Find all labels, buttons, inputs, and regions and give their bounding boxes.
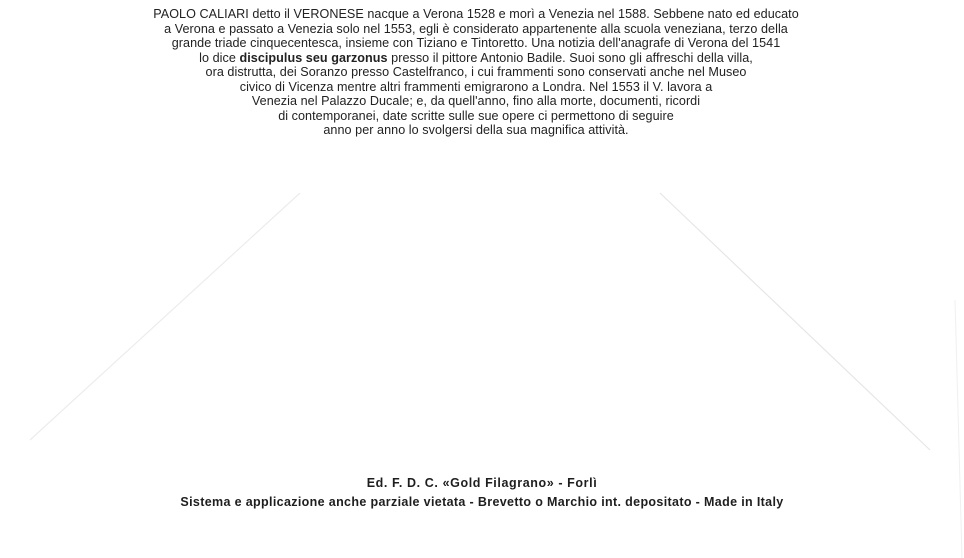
bio-latin-phrase: discipulus seu garzonus xyxy=(239,50,388,65)
bio-line-7: Venezia nel Palazzo Ducale; e, da quell'anno, fino alla morte, documenti, ricordi xyxy=(251,94,701,108)
bio-line-1 xyxy=(100,7,852,22)
bio-line-3: grande triade cinquecentesca, insieme con Tiziano e Tintoretto. Una notizia dell'anagrafe di Verona del 1541 xyxy=(171,36,781,50)
publisher-line: Ed. F. D. C. «Gold Filagrano» - Forlì xyxy=(366,476,598,490)
bio-line-1-text: PAOLO CALIARI detto il VERONESE nacque a Verona 1528 e morì a Venezia nel 1588. Sebbene nato ed educato xyxy=(153,7,799,21)
bio-line-8: di contemporanei, date scritte sulle sue opere ci permettono di seguire xyxy=(278,108,674,123)
left-fold-line xyxy=(30,193,300,440)
biography-text xyxy=(100,7,852,138)
rights-notice: Sistema e applicazione anche parziale vietata - Brevetto o Marchio int. depositato - Made in Italy xyxy=(180,495,784,509)
bio-line-2: a Verona e passato a Venezia solo nel 1553, egli è considerato appartenente alla scuola veneziana, terzo della xyxy=(164,21,788,36)
bio-line-9: anno per anno lo svolgersi della sua magnifica attività. xyxy=(323,123,629,137)
bio-line-4-end: presso il pittore Antonio Badile. Suoi sono gli affreschi della villa, xyxy=(391,50,753,65)
right-edge-shadow xyxy=(955,300,962,558)
bio-line-6: civico di Vicenza mentre altri frammenti emigrarono a Londra. Nel 1553 il V. lavora a xyxy=(239,79,713,94)
right-fold-line xyxy=(660,193,930,450)
bio-line-5: ora distrutta, dei Soranzo presso Castelfranco, i cui frammenti sono conservati anche nel Museo xyxy=(205,65,747,79)
bio-line-4 xyxy=(100,51,852,66)
bio-line-4-start: lo dice xyxy=(199,50,236,65)
